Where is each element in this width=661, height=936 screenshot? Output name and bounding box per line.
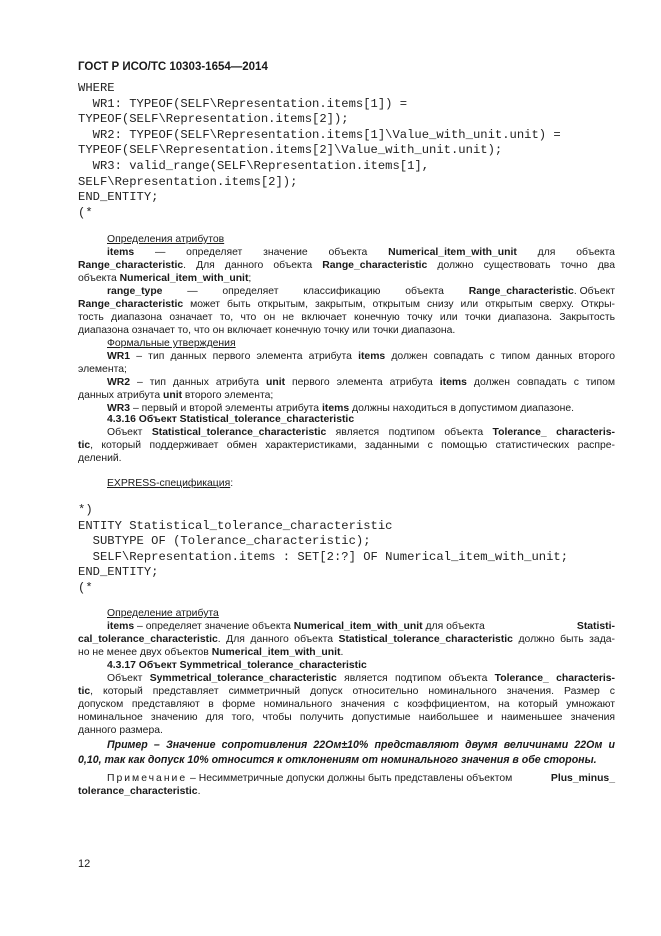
code-line: (* (78, 205, 93, 220)
section-4316-line-3: делений. (78, 453, 122, 464)
items-definition-line-3: объекта Numerical_item_with_unit; (78, 273, 252, 284)
section-4316-heading: 4.3.16 Объект Statistical_tolerance_characteristic (107, 414, 355, 425)
code-line: (* (78, 580, 93, 595)
section-4317-line-1: Объект Symmetrical_tolerance_characteristic является подтипом объекта Tolerance_ characteris- (107, 673, 615, 684)
code-line: SELF\Representation.items : SET[2:?] OF Numerical_item_with_unit; (78, 549, 569, 564)
document-header: ГОСТ Р ИСО/ТС 10303-1654—2014 (78, 61, 268, 73)
code-line: WR3: valid_range(SELF\Representation.items[1], (78, 158, 430, 173)
range-type-definition-line-2: Range_characteristic может быть открытым, закрытым, открытым снизу или открытым сверху. Откры- (78, 299, 615, 310)
example-line-1: Пример – Значение сопротивления 22Ом±10% представляют двумя величинами 22Ом и (107, 739, 615, 751)
code-line: WR1: TYPEOF(SELF\Representation.items[1]) = (78, 96, 408, 111)
code-line: WR2: TYPEOF(SELF\Representation.items[1]\Value_with_unit.unit) = (78, 127, 561, 142)
section-4316-line-1: Объект Statistical_tolerance_characteristic является подтипом объекта Tolerance_ characteris- (107, 427, 615, 438)
attribute-def-line-1: items – определяет значение объекта Numerical_item_with_unit для объекта Statisti- (107, 621, 615, 632)
wr3-line: WR3 – первый и второй элементы атрибута items должны находиться в допустимом диапазоне. (107, 403, 575, 414)
code-line: END_ENTITY; (78, 565, 159, 580)
express-spec-label: EXPRESS-спецификация: (107, 478, 234, 489)
attributes-heading: Определения атрибутов (107, 234, 225, 245)
wr2-line-2: данных атрибута unit второго элемента; (78, 390, 274, 401)
code-line: TYPEOF(SELF\Representation.items[2]\Value_with_unit.unit); (78, 143, 503, 158)
example-line-2: 0,10, так как допуск 10% относится к отклонениям от номинального значения в обе стороны. (78, 754, 597, 766)
code-line: ENTITY Statistical_tolerance_characteristic (78, 518, 393, 533)
section-4317-line-4: номинальное значению для того, чтобы получить допустимые наибольшее и наименьшее значения (78, 712, 615, 723)
rules-heading: Формальные утверждения (107, 338, 236, 349)
express-code-block-2 (78, 503, 568, 597)
wr1-line-1: WR1 – тип данных первого элемента атрибута items должен совпадать с типом данных второго (107, 351, 615, 362)
section-4317-line-3: допуском представляют в форме номинального значения с коэффициентом, на который умножают (78, 699, 615, 710)
code-line: WHERE (78, 81, 115, 95)
note-line-1: Примечание – Несимметричные допуски должны быть представлены объектом Plus_minus_ (107, 773, 615, 784)
express-code-block-1 (78, 81, 561, 221)
range-type-definition-line-1: range_type — определяет классификацию объекта Range_characteristic. Объект (107, 286, 615, 297)
section-4317-line-5: данного размера. (78, 725, 163, 736)
wr1-line-2: элемента; (78, 364, 127, 375)
page-number: 12 (78, 858, 91, 870)
items-definition-line-1: items — определяет значение объекта Numerical_item_with_unit для объекта (107, 247, 615, 258)
code-line: TYPEOF(SELF\Representation.items[2]); (78, 112, 349, 127)
range-type-definition-line-4: диапазона означает то, что он включает конечную точку или точки диапазона. (78, 325, 456, 336)
attribute-def-line-2: cal_tolerance_characteristic. Для данного объекта Statistical_tolerance_characteristic должно быть зада- (78, 634, 615, 645)
code-line: SUBTYPE OF (Tolerance_characteristic); (78, 534, 371, 549)
range-type-definition-line-3: тость диапазона означает то, что он не включает конечную точку или точки диапазона. Закрытость (78, 312, 615, 323)
section-4316-line-2: tic, который поддерживает обмен характеристиками, заданными с помощью статистических распре- (78, 440, 615, 451)
items-definition-line-2: Range_characteristic. Для данного объекта Range_characteristic должно существовать точно два (78, 260, 615, 271)
code-line: END_ENTITY; (78, 190, 159, 205)
code-line: SELF\Representation.items[2]); (78, 174, 298, 189)
wr2-line-1: WR2 – тип данных атрибута unit первого элемента атрибута items должен совпадать с типом (107, 377, 615, 388)
attribute-def-heading: Определение атрибута (107, 608, 219, 619)
note-line-2: tolerance_characteristic. (78, 786, 201, 797)
attribute-def-line-3: но не менее двух объектов Numerical_item_with_unit. (78, 647, 344, 658)
section-4317-line-2: tic, который представляет симметричный допуск относительно номинального значения. Размер с (78, 686, 615, 697)
section-4317-heading: 4.3.17 Объект Symmetrical_tolerance_characteristic (107, 660, 367, 671)
code-line: *) (78, 503, 93, 517)
